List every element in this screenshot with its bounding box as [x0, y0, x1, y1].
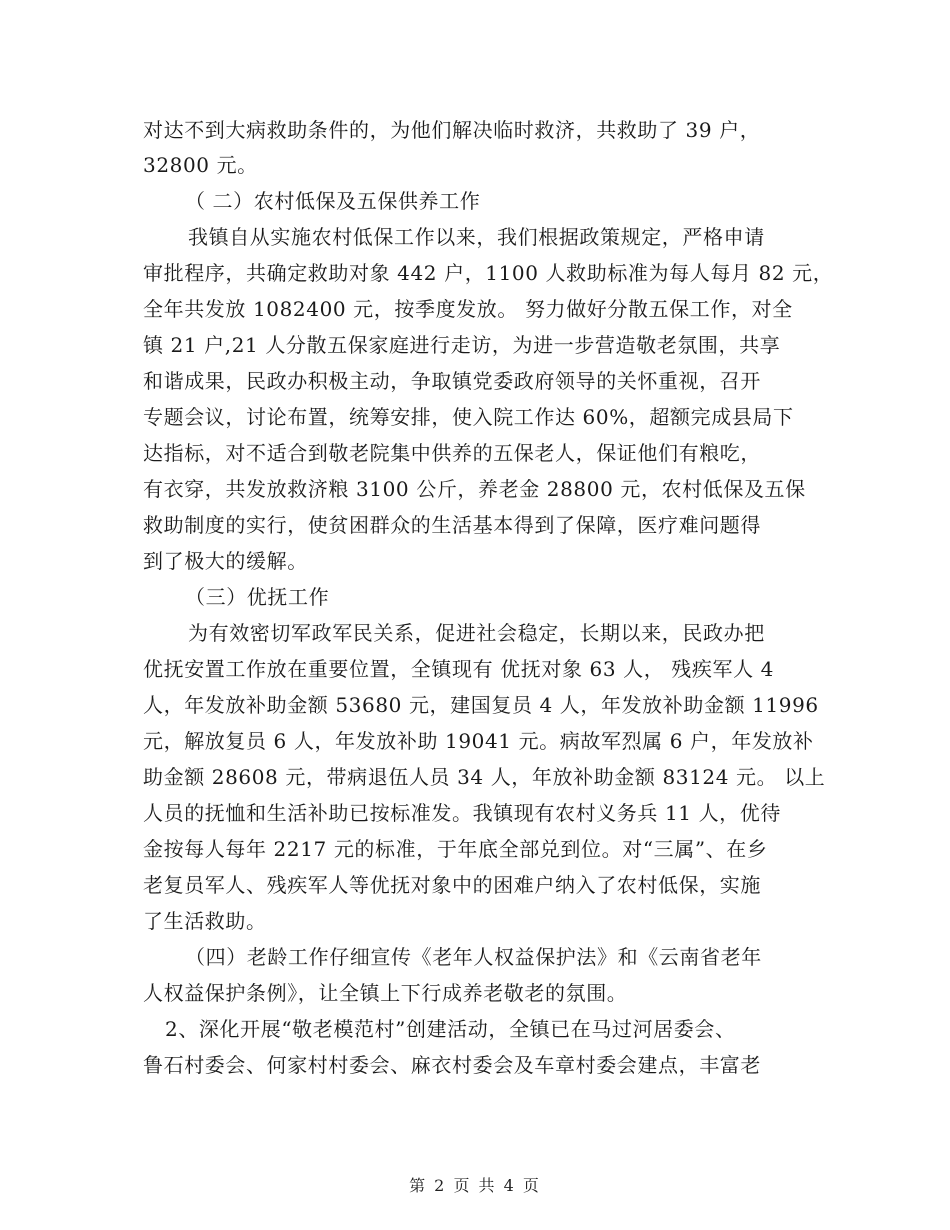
section-heading: （四）老龄工作仔细宣传《老年人权益保护法》和《云南省老年 — [185, 945, 762, 969]
text-line: 元，解放复员 6 人，年发放补助 19041 元。病故军烈属 6 户，年发放补 — [143, 729, 814, 753]
text-line: 审批程序，共确定救助对象 442 户，1100 人救助标准为每人每月 82 元， — [143, 261, 834, 285]
text-line: 镇 21 户,21 人分散五保家庭进行走访，为进一步营造敬老氛围，共享 — [143, 333, 781, 357]
text-line: 全年共发放 1082400 元，按季度发放。 努力做好分散五保工作，对全 — [143, 297, 793, 321]
section-heading: （三）优抚工作 — [185, 585, 330, 609]
text-line: 专题会议，讨论布置，统筹安排，使入院工作达 60%，超额完成县局下 — [143, 405, 794, 429]
text-line: 了生活救助。 — [143, 909, 267, 933]
text-line: 和谐成果，民政办积极主动，争取镇党委政府领导的关怀重视，召开 — [143, 369, 761, 393]
text-line: 为有效密切军政军民关系，促进社会稳定，长期以来，民政办把 — [188, 621, 765, 645]
text-line: 助金额 28608 元，带病退伍人员 34 人，年放补助金额 83124 元。 以上 — [143, 765, 826, 789]
text-line: 鲁石村委会、何家村村委会、麻衣村委会及车章村委会建点，丰富老 — [143, 1053, 761, 1077]
text-line: 人员的抚恤和生活补助已按标准发。我镇现有农村义务兵 11 人，优待 — [143, 801, 781, 825]
text-line: 救助制度的实行，使贫困群众的生活基本得到了保障，医疗难问题得 — [143, 513, 761, 537]
text-line: 老复员军人、残疾军人等优抚对象中的困难户纳入了农村低保，实施 — [143, 873, 761, 897]
text-line: 2、深化开展“敬老模范村”创建活动，全镇已在马过河居委会、 — [165, 1017, 736, 1041]
text-line: 人，年发放补助金额 53680 元，建国复员 4 人，年发放补助金额 11996 — [143, 693, 819, 717]
text-line: 有衣穿，共发放救济粮 3100 公斤，养老金 28800 元，农村低保及五保 — [143, 477, 806, 501]
text-line: 人权益保护条例》，让全镇上下行成养老敬老的氛围。 — [143, 981, 628, 1005]
text-line: 对达不到大病救助条件的，为他们解决临时救济，共救助了 39 户， — [143, 118, 761, 142]
section-heading: （ 二）农村低保及五保供养工作 — [185, 189, 481, 213]
page-number-footer: 第 2 页 共 4 页 — [409, 1176, 541, 1195]
text-line: 到了极大的缓解。 — [143, 549, 308, 573]
text-line: 32800 元。 — [143, 153, 258, 177]
text-line: 我镇自从实施农村低保工作以来，我们根据政策规定，严格申请 — [188, 225, 765, 249]
text-line: 达指标，对不适合到敬老院集中供养的五保老人，保证他们有粮吃， — [143, 441, 761, 465]
text-line: 金按每人每年 2217 元的标准，于年底全部兑到位。对“三属”、在乡 — [143, 837, 768, 861]
text-line: 优抚安置工作放在重要位置，全镇现有 优抚对象 63 人， 残疾军人 4 — [143, 657, 774, 681]
